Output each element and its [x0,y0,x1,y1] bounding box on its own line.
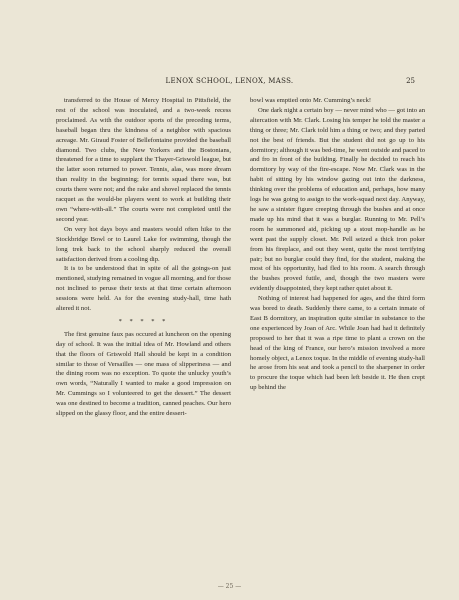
section-divider: * * * * * [118,317,169,325]
paragraph: bowl was emptied onto Mr. Cumming’s neck! [250,97,372,104]
paragraph: On very hot days boys and masters would often hike to the Stockbridge Bowl or to Laurel Lake for swimming, though the long trek back to the school sharply reduced the overall satisfaction derived from a cooling dip. [56,225,231,263]
paragraph: One dark night a certain boy — never mind who — got into an altercation with Mr. Clark. Losing his temper he told the master a thing or three; Mr. Clark told him a thing or two; and they parted not the best of friends. But the student did not go up to his dormitory; although it was bed-time, he went outside and paced to and fro in front of the building. Finally he decided to reach his dormitory by way of the fire-escape. Now Mr. Clark was in the habit of sitting by his window gazing out into the darkness, thinking over the problems of education and, perhaps, how many logs he was going to assign to the work-squad next day. Anyway, he saw a sinister figure creeping through the bushes and at once made up his mind that it was a burglar. Running to Mr. Pell’s room he summoned aid, picking up a stout mop-handle as he went past the supply closet. Mr. Pell seized a thick iron poker from his fireplace, and out they went, quite the most terrifying pair; but no burglar could they find, for the student, making the most of his opportunity, had fled to his room. A search through the bushes proved futile, and, though the two masters were evidently disappointed, they kept rather quiet about it. [250,106,425,293]
running-header: LENOX SCHOOL, LENOX, MASS. [165,77,294,85]
footer-mark: — 25 — [217,583,242,590]
paragraph: It is to be understood that in spite of all the goings-on just mentioned, studying remained in vogue all morning, and for those not inclined to peruse their texts at that time certain afternoon sessions were held. As for the evening study-hall, time hath altered it not. [56,265,231,313]
right-column [250,96,425,393]
paragraph: Nothing of interest had happened for ages, and the third form was bored to death. Suddenly there came, to a certain inmate of East B dormitory, an inspiration quite similar in substance to the one experienced by Joan of Arc. While Joan had had it definitely proposed to her that it was a ripe time to plant a crown on the head of the king of France, our hero’s mission involved a more homely object, a Lenox toque. In the middle of evening study-hall he arose from his seat and took a pencil to the sharpener in order to procure the toque which had been left beside it. He then crept up behind the [250,295,425,392]
page-number: 25 [406,77,415,85]
paragraph: The first genuine faux pas occured at luncheon on the opening day of school. It was the initial idea of Mr. Howland and others that the floors of Griswold Hall should be kept in a condition similar to those of Versailles — one mass of slipperiness — and the dining room was no exception. To quote the unlucky youth’s own words, “Naturally I wanted to make a good impression on Mr. Cummings so I volunteered to get the dessert.” The dessert was one destined to become a tradition, canned peaches. Our hero slipped on the glassy floor, and the entire dessert- [56,330,231,418]
paragraph: transferred to the House of Mercy Hospital in Pittsfield, the rest of the school was inoculated, and a two-week recess proclaimed. As with the outdoor sports of the preceding terms, baseball began thru the kindness of a neighbor with spacious acreage. Mr. Giraud Foster of Bellefontaine provided the baseball diamond. Two clubs, the New Yorkers and the Bostonians, threatened for a time to supplant the Thayer-Griswold league, but the latter soon returned to power. Tennis, alas, was more dream than reality in the beginning; for tennis squad there was, but courts there were not; and the rake and shovel replaced the tennis racquet as the would-be players went to work at building their own “where-with-all.” The courts were not completed until the second year. [56,97,231,223]
left-column [56,96,231,419]
